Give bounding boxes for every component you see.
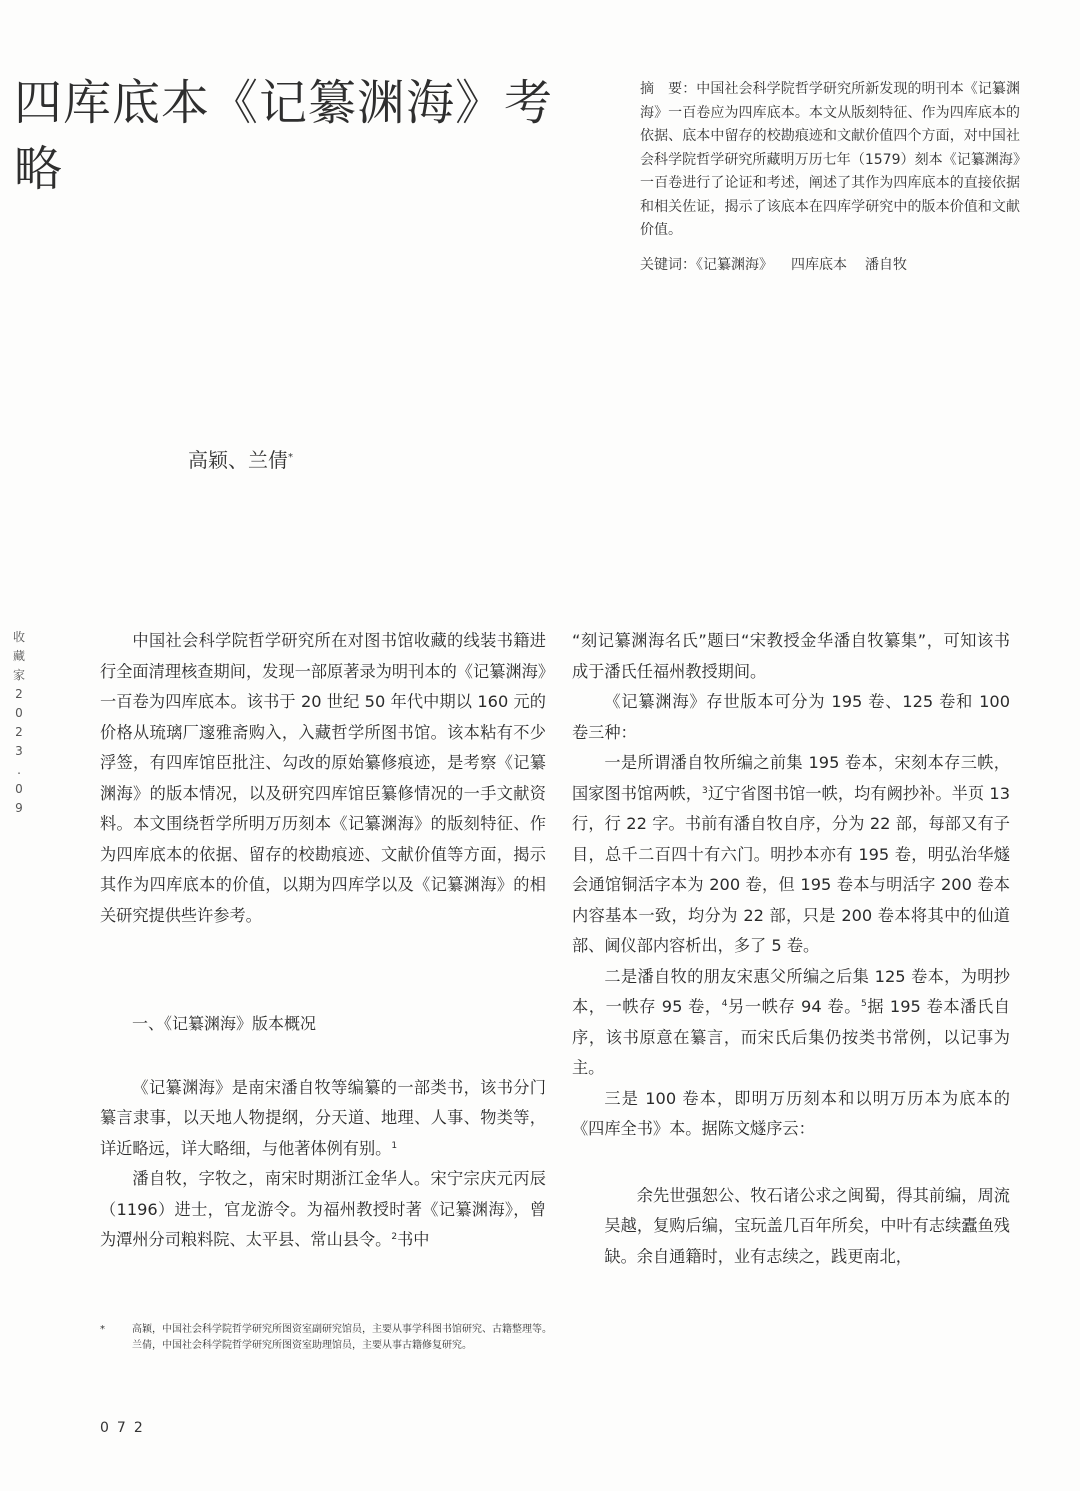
body-paragraph: 《记纂渊海》存世版本可分为 195 卷、125 卷和 100 卷三种： [572,692,1010,742]
side-char: 0 [15,706,23,720]
side-char: 3 [15,744,23,758]
page-number: 072 [100,1420,151,1436]
side-char: 9 [15,801,23,815]
side-char: 家 [12,668,25,682]
body-column-right [572,626,1010,1272]
footnote-ref: 2 [391,1232,398,1242]
article-title: 四库底本《记纂渊海》考略 [14,75,554,197]
keywords [640,254,1020,276]
keywords-label: 关键词： [640,257,696,273]
author-names: 高颖、兰倩 [188,448,288,472]
footnote-ref: 4 [721,999,728,1009]
author-footnote-mark: * [288,452,293,463]
intro-paragraph: 中国社会科学院哲学研究所在对图书馆收藏的线装书籍进行全面清理核查期间，发现一部原著录为明刊本的《记纂渊海》一百卷为四库底本。该书于 20 世纪 50 年代中期以 160 元的价格从琉璃厂邃雅斋购入，入藏哲学所图书馆。该本粘有不少浮签，有四库馆臣批注、勾改的原始纂修痕迹，是考察《记纂渊海》的版本情况，以及研究四库馆臣纂修情况的一手文献资料。本文围绕哲学所明万历刻本《记纂渊海》的版刻特征、作为四库底本的依据、留存的校勘痕迹、文献价值等方面，揭示其作为四库底本的价值，以期为四库学以及《记纂渊海》的相关研究提供些许参考。 [100,631,546,925]
side-char: 藏 [12,649,25,663]
footnotes [100,1322,1020,1354]
footnote-mark: * [100,1324,105,1335]
body-column-left [100,626,546,1256]
side-char: . [17,763,21,777]
body-paragraph: 一是所谓潘自牧所编之前集 195 卷本，宋刻本存三帙，国家图书馆两帙，$^3$辽宁省图书馆一帙，均有阙抄补。半页 13 行，行 22 字。书前有潘自牧自序，分为 22 部，每部又有子目，总千二百四十有六门。明抄本亦有 195 卷，明弘治华燧会通馆铜活字本为 200 卷，但 195 卷本与明活字 200 卷本内容基本一致，均分为 22 部，只是 200 卷本将其中的仙道部、阃仪部内容析出，多了 5 卷。 [572,753,1010,955]
body-paragraph: 潘自牧，字牧之，南宋时期浙江金华人。宋宁宗庆元丙辰（1196）进士，官龙游令。为福州教授时著《记纂渊海》，曾为潭州分司粮料院、太平县、常山县令。$^2$书中 [100,1169,546,1249]
body-paragraph: 二是潘自牧的朋友宋惠父所编之后集 125 卷本，为明抄本，一帙存 95 卷，$^4$另一帙存 94 卷。$^5$据 195 卷本潘氏自序，该书原意在纂言，而宋氏后集仍按类书常例，以记事为主。 [572,966,1010,1077]
abstract: 摘 要：中国社会科学院哲学研究所新发现的明刊本《记纂渊海》一百卷应为四库底本。本文从版刻特征、作为四库底本的依据、底本中留存的校勘痕迹和文献价值四个方面，对中国社会科学院哲学研究所藏明万历七年（1579）刻本《记纂渊海》一百卷进行了论证和考述，阐述了其作为四库底本的直接依据和相关佐证，揭示了该底本在四库学研究中的版本价值和文献价值。 [640,81,1020,238]
footnote-line: 兰倩，中国社会科学院哲学研究所图资室助理馆员，主要从事古籍修复研究。 [132,1340,472,1351]
footnote-line: 高颖，中国社会科学院哲学研究所图资室副研究馆员，主要从事学科图书馆研究、古籍整理等。 [132,1324,552,1335]
side-char: 2 [15,687,23,701]
body-paragraph: “刻记纂渊海名氏”题曰“宋教授金华潘自牧纂集”，可知该书成于潘氏任福州教授期间。 [572,631,1010,681]
block-quote: 余先世强恕公、牧石诸公求之闽蜀，得其前编，周流吴越，复购后编，宝玩盖几百年所矣，中叶有志续蠹鱼残缺。余自通籍时，业有志续之，践更南北， [604,1185,1010,1266]
section-heading: 一、《记纂渊海》版本概况 [132,1014,317,1033]
footnote-ref: 3 [702,785,708,796]
footnote-ref: 5 [861,999,867,1009]
keyword-item: 四库底本 [791,257,847,273]
author-line [188,446,293,474]
footnote-ref: 1 [391,1140,398,1151]
body-paragraph: 《记纂渊海》是南宋潘自牧等编纂的一部类书，该书分门纂言隶事，以天地人物提纲，分天道、地理、人事、物类等，详近略远，详大略细，与他著体例有别。$^1$ [100,1077,546,1158]
side-char: 0 [15,782,23,796]
side-char: 2 [15,725,23,739]
keyword-item: 《记纂渊海》 [696,257,773,273]
body-paragraph: 三是 100 卷本，即明万历刻本和以明万历本为底本的《四库全书》本。据陈文燧序云： [572,1088,1010,1138]
keyword-item: 潘自牧 [865,257,907,273]
journal-side-label [8,628,30,818]
side-char: 收 [12,630,25,644]
